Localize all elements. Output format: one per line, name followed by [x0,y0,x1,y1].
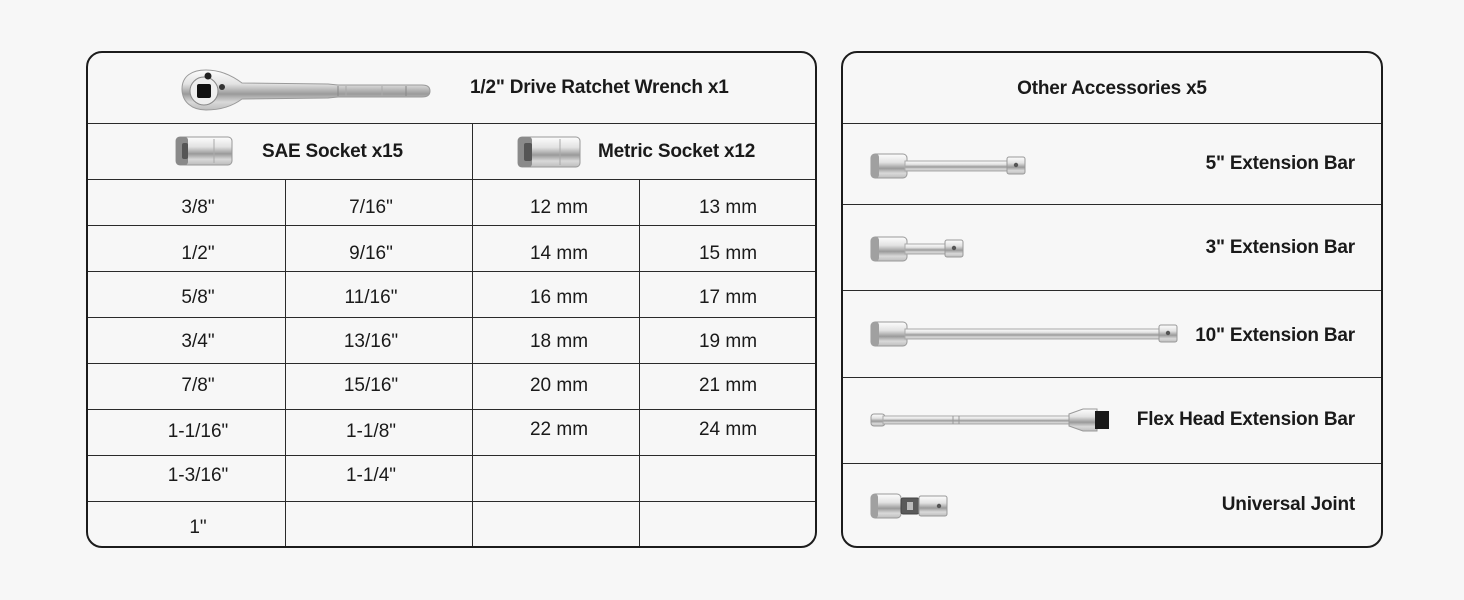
divider [88,123,815,124]
sae-size-cell: 1-1/16" [167,421,229,442]
metric-size-cell: 22 mm [529,419,589,440]
divider [88,455,815,456]
divider [88,179,815,180]
accessory-label: Universal Joint [1221,494,1355,515]
sae-socket-icon [174,135,234,167]
accessory-label: Flex Head Extension Bar [1136,409,1355,430]
metric-size-cell: 19 mm [698,331,758,352]
extension-bar-5in-icon [869,151,1029,181]
metric-size-cell: 24 mm [698,419,758,440]
metric-size-cell: 20 mm [529,375,589,396]
metric-socket-label: Metric Socket x12 [598,141,756,162]
divider [472,123,473,546]
sae-size-cell: 1-1/8" [345,421,397,442]
sae-size-cell: 3/4" [181,331,215,352]
divider [843,204,1381,205]
metric-size-cell: 17 mm [698,287,758,308]
divider [88,409,815,410]
divider [88,225,815,226]
ratchet-wrench-icon [178,67,434,111]
divider [88,317,815,318]
sae-size-cell: 1" [189,517,207,538]
divider [843,463,1381,464]
sae-size-cell: 15/16" [343,375,399,396]
accessories-title: Other Accessories x5 [1017,78,1207,99]
metric-socket-icon [516,135,582,169]
sae-size-cell: 9/16" [349,243,393,264]
sae-size-cell: 11/16" [344,287,398,308]
metric-size-cell: 13 mm [698,197,758,218]
sae-size-cell: 13/16" [343,331,399,352]
divider [88,501,815,502]
universal-joint-icon [869,491,953,521]
accessory-label: 5" Extension Bar [1205,153,1355,174]
flex-head-extension-bar-icon [869,405,1113,435]
accessory-label: 10" Extension Bar [1195,325,1355,346]
ratchet-label: 1/2" Drive Ratchet Wrench x1 [470,77,729,98]
sae-size-cell: 7/16" [349,197,393,218]
metric-size-cell: 14 mm [529,243,589,264]
divider [639,179,640,546]
sae-size-cell: 5/8" [181,287,215,308]
sae-size-cell: 7/8" [181,375,215,396]
sae-socket-label: SAE Socket x15 [262,141,403,162]
accessories-table [841,51,1383,548]
sae-size-cell: 1/2" [181,243,215,264]
divider [843,123,1381,124]
metric-size-cell: 12 mm [529,197,589,218]
metric-size-cell: 15 mm [698,243,758,264]
divider [88,271,815,272]
metric-size-cell: 18 mm [529,331,589,352]
extension-bar-10in-icon [869,319,1181,349]
sae-size-cell: 3/8" [181,197,215,218]
metric-size-cell: 21 mm [698,375,758,396]
sae-size-cell: 1-1/4" [345,465,397,486]
divider [88,363,815,364]
metric-size-cell: 16 mm [529,287,589,308]
divider [843,377,1381,378]
divider [843,290,1381,291]
sae-size-cell: 1-3/16" [167,465,229,486]
accessory-label: 3" Extension Bar [1205,237,1355,258]
socket-set-table [86,51,817,548]
divider [285,179,286,546]
extension-bar-3in-icon [869,234,969,264]
